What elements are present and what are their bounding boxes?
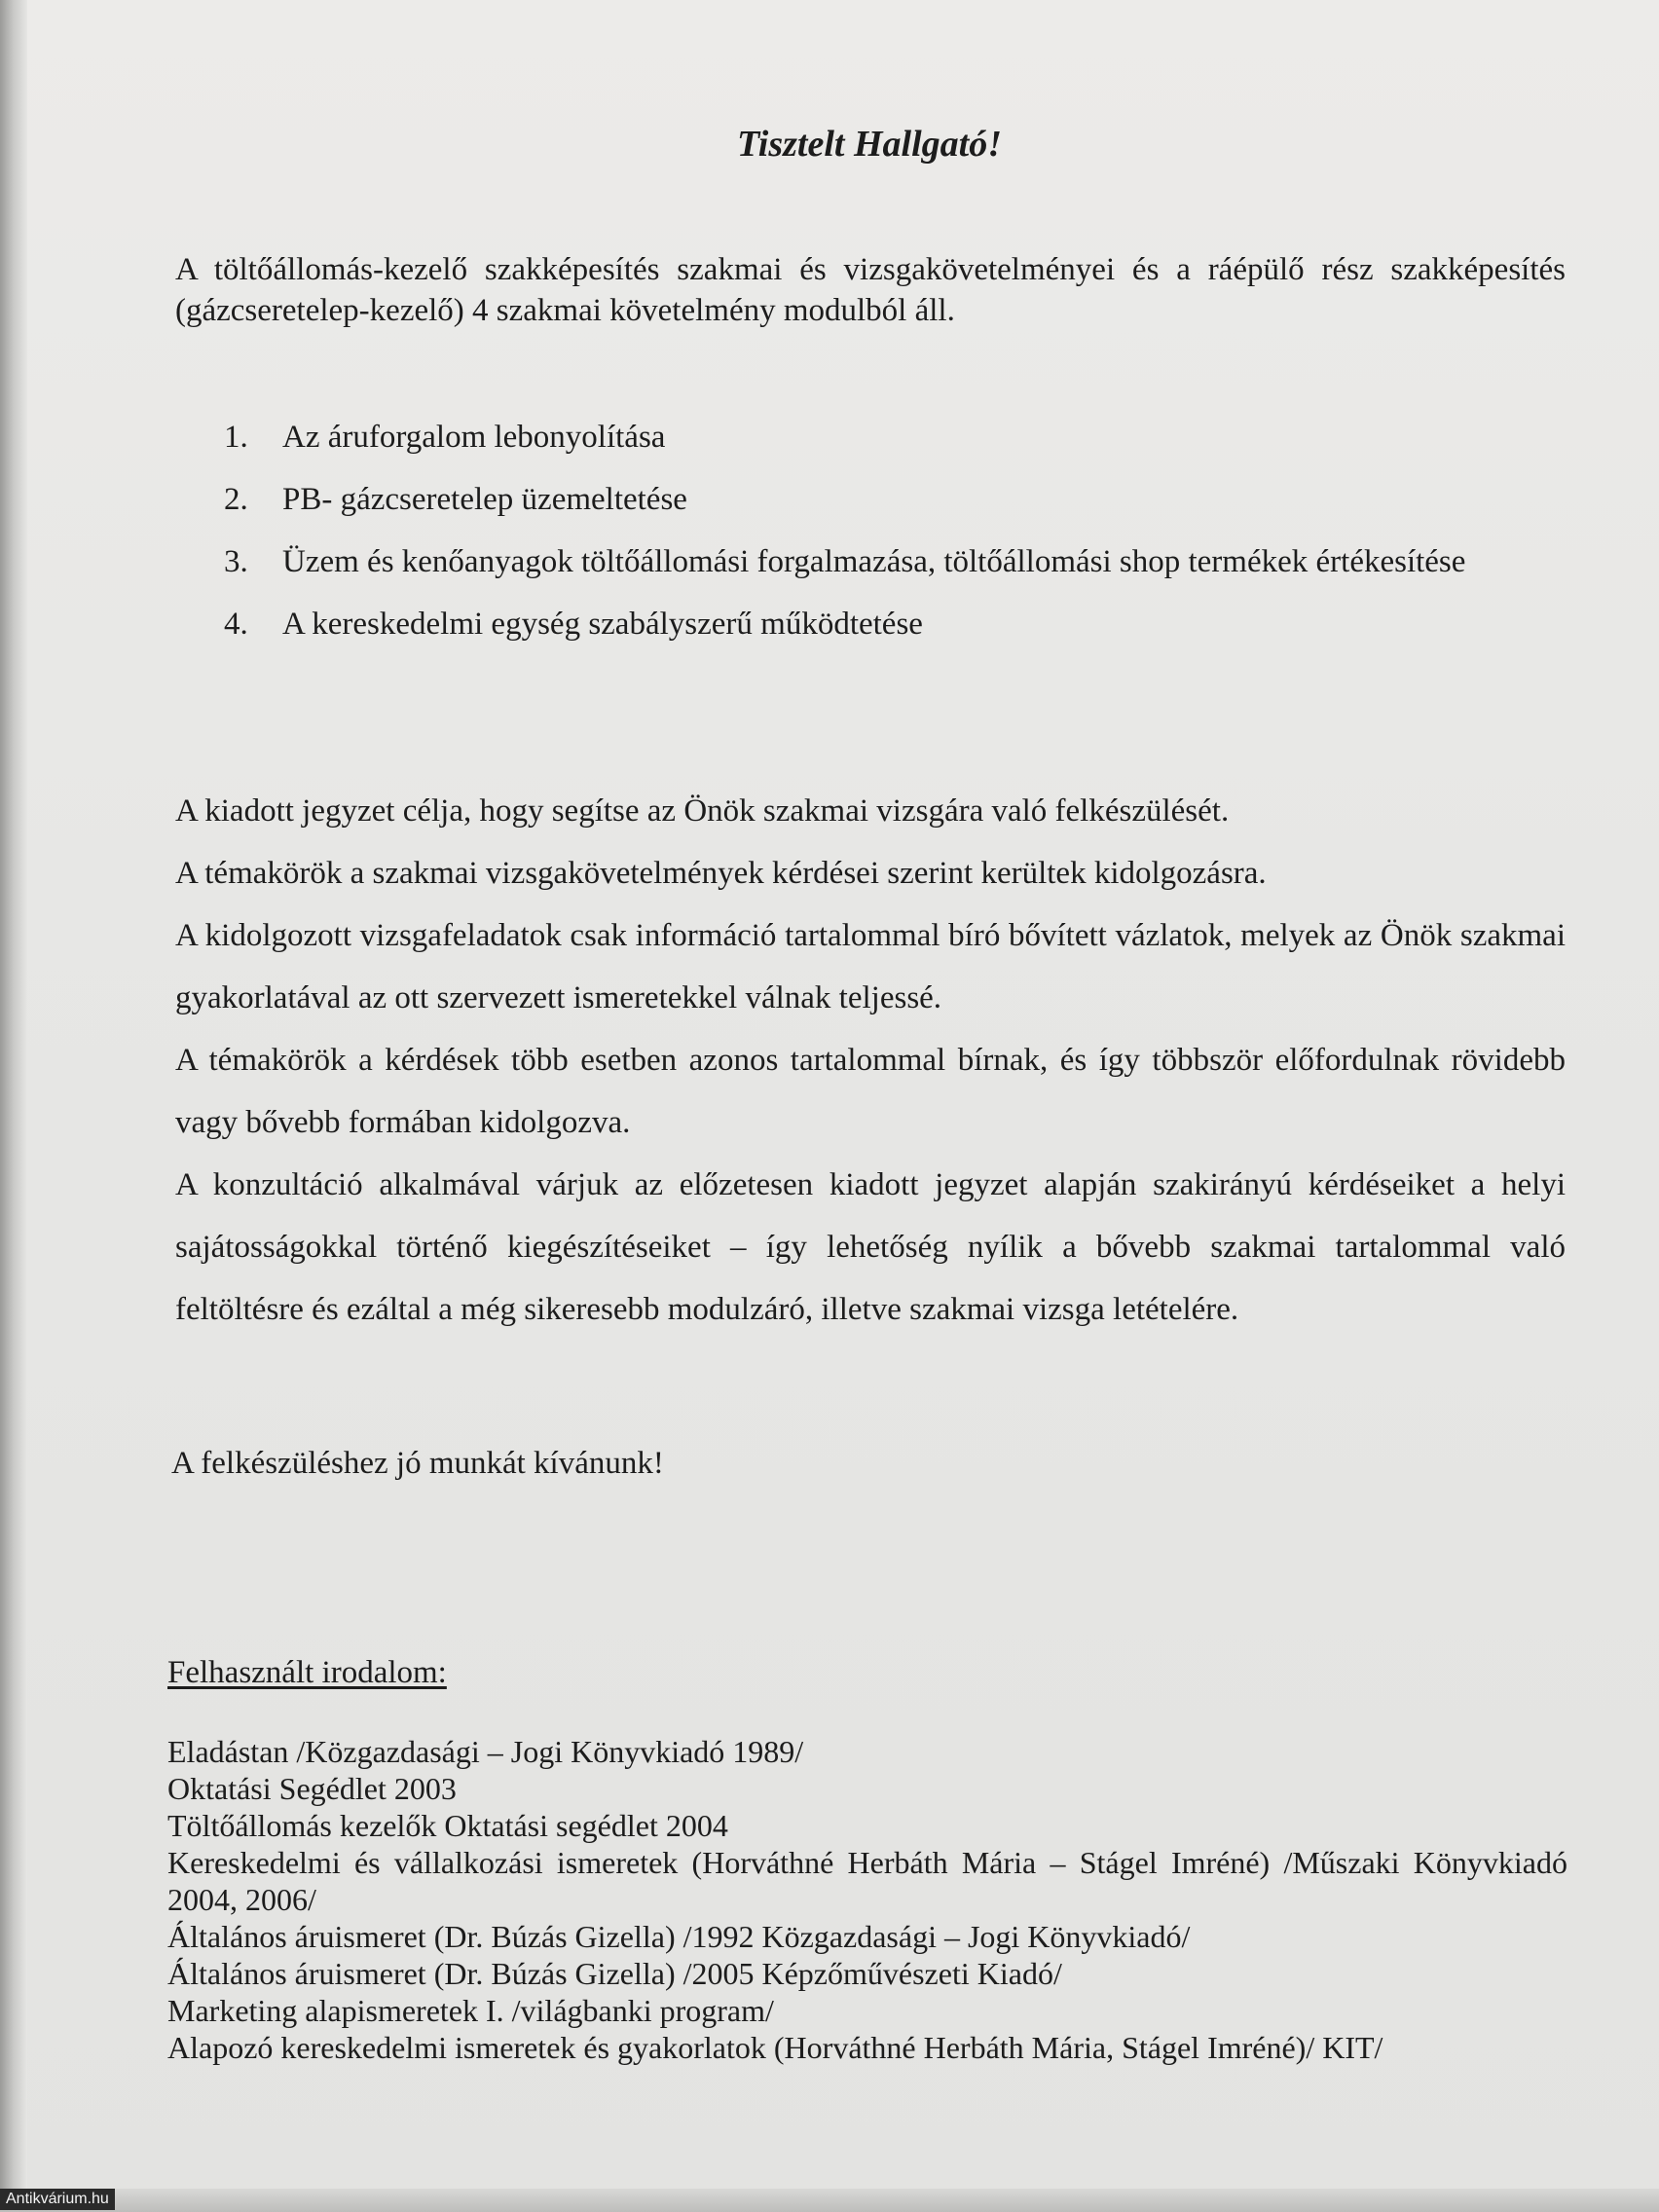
list-item-text: Az áruforgalom lebonyolítása bbox=[282, 420, 666, 455]
page-edge-shadow bbox=[0, 0, 27, 2212]
page-title: Tisztelt Hallgató! bbox=[737, 124, 1002, 165]
list-item bbox=[224, 479, 1566, 520]
list-item-text: Üzem és kenőanyagok töltőállomási forgalmazása, töltőállomási shop termékek értékesítése bbox=[282, 544, 1466, 579]
closing-line: A felkészüléshez jó munkát kívánunk! bbox=[171, 1446, 664, 1481]
body-paragraph: A kidolgozott vizsgafeladatok csak információ tartalommal bíró bővített vázlatok, melyek az Önök szakmai gyakorlatával az ott szervezett ismeretekkel válnak teljessé. bbox=[175, 918, 1566, 1015]
list-item bbox=[224, 541, 1566, 582]
list-item bbox=[224, 417, 1566, 458]
literature-heading: Felhasznált irodalom: bbox=[167, 1655, 447, 1690]
body-paragraph: A kiadott jegyzet célja, hogy segítse az Önök szakmai vizsgára való felkészülését. bbox=[175, 793, 1230, 829]
literature-item: Oktatási Segédlet 2003 bbox=[167, 1771, 457, 1806]
page-bottom-edge bbox=[0, 2189, 1659, 2212]
list-item bbox=[224, 604, 1566, 645]
body-paragraph: A témakörök a kérdések több esetben azonos tartalommal bírnak, és így többször előfordulnak rövidebb vagy bővebb formában kidolgozva. bbox=[175, 1043, 1566, 1140]
literature-item: Töltőállomás kezelők Oktatási segédlet 2004 bbox=[167, 1808, 728, 1843]
watermark-label: Antikvárium.hu bbox=[0, 2189, 115, 2210]
literature-item: Általános áruismeret (Dr. Búzás Gizella) /1992 Közgazdasági – Jogi Könyvkiadó/ bbox=[167, 1919, 1191, 1954]
literature-item: Alapozó kereskedelmi ismeretek és gyakorlatok (Horváthné Herbáth Mária, Stágel Imréné)/ KIT/ bbox=[167, 2030, 1383, 2065]
list-item-number: 1. bbox=[224, 420, 248, 455]
list-item-number: 2. bbox=[224, 482, 248, 517]
list-item-text: PB- gázcseretelep üzemeltetése bbox=[282, 482, 687, 517]
literature-item: Marketing alapismeretek I. /világbanki program/ bbox=[167, 1993, 774, 2028]
literature-item: Eladástan /Közgazdasági – Jogi Könyvkiadó 1989/ bbox=[167, 1734, 804, 1769]
literature-list bbox=[167, 1733, 1567, 2066]
list-item-number: 4. bbox=[224, 607, 248, 642]
intro-paragraph: A töltőállomás-kezelő szakképesítés szakmai és vizsgakövetelményei és a ráépülő rész szakképesítés (gázcseretelep-kezelő) 4 szakmai követelmény modulból áll. bbox=[175, 252, 1566, 328]
module-list bbox=[224, 417, 1566, 666]
body-text bbox=[175, 780, 1566, 1341]
literature-item: Kereskedelmi és vállalkozási ismeretek (Horváthné Herbáth Mária – Stágel Imréné) /Műszaki Könyvkiadó 2004, 2006/ bbox=[167, 1845, 1567, 1917]
body-paragraph: A témakörök a szakmai vizsgakövetelmények kérdései szerint kerültek kidolgozásra. bbox=[175, 856, 1267, 891]
list-item-text: A kereskedelmi egység szabályszerű működtetése bbox=[282, 607, 923, 642]
body-paragraph: A konzultáció alkalmával várjuk az előzetesen kiadott jegyzet alapján szakirányú kérdéseiket a helyi sajátosságokkal történő kiegészítéseiket – így lehetőség nyílik a bővebb szakmai tartalommal való feltöltésre és ezáltal a még sikeresebb modulzáró, illetve szakmai vizsga letételére. bbox=[175, 1167, 1566, 1327]
list-item-number: 3. bbox=[224, 544, 248, 579]
literature-item: Általános áruismeret (Dr. Búzás Gizella) /2005 Képzőművészeti Kiadó/ bbox=[167, 1956, 1062, 1991]
